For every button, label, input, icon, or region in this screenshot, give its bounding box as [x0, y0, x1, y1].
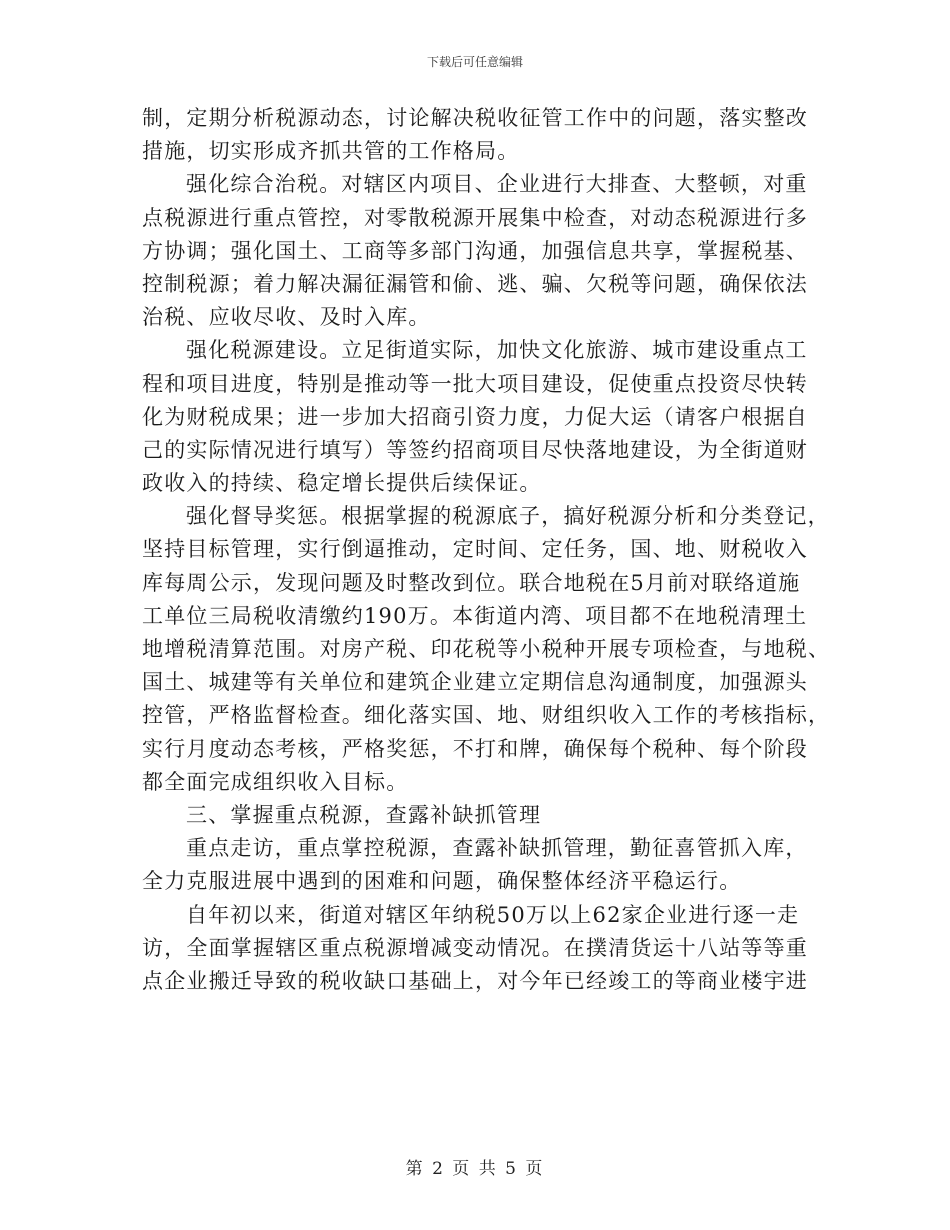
text-line: 点税源进行重点管控，对零散税源开展集中检查，对动态税源进行多 [142, 205, 808, 230]
paragraph-start: 重点走访，重点掌控税源，查露补缺抓管理，勤征喜管抓入库， [186, 836, 808, 861]
text-line: 坚持目标管理，实行倒逼推动，定时间、定任务，国、地、财税收入 [142, 537, 808, 562]
paragraph-start: 自年初以来，街道对辖区年纳税50万以上62家企业进行逐一走 [186, 902, 800, 927]
paragraph-start: 强化督导奖惩。根据掌握的税源底子，搞好税源分析和分类登记， [186, 504, 830, 529]
page-number-footer: 第 2 页 共 5 页 [405, 1159, 545, 1179]
text-line: 实行月度动态考核，严格奖惩，不打和牌，确保每个税种、每个阶段 [142, 736, 808, 761]
text-line: 工单位三局税收清缴约190万。本街道内湾、项目都不在地税清理土 [142, 603, 808, 628]
text-line: 点企业搬迁导致的税收缺口基础上，对今年已经竣工的等商业楼宇进 [142, 968, 808, 993]
page-header: 下载后可任意编辑 [426, 55, 523, 69]
document-body [142, 102, 831, 998]
text-line: 地增税清算范围。对房产税、印花税等小税种开展专项检查，与地税、 [142, 637, 831, 661]
text-line: 全力克服进展中遇到的困难和问题，确保整体经济平稳运行。 [142, 869, 742, 894]
text-line: 控管，严格监督检查。细化落实国、地、财组织收入工作的考核指标， [142, 703, 831, 728]
paragraph-start: 强化税源建设。立足街道实际，加快文化旅游、城市建设重点工 [186, 338, 808, 363]
text-line: 都全面完成组织收入目标。 [142, 769, 409, 794]
text-line: 访，全面掌握辖区重点税源增减变动情况。在撲清货运十八站等等重 [142, 935, 808, 960]
paragraph-start: 强化综合治税。对辖区内项目、企业进行大排查、大整顿，对重 [186, 172, 808, 197]
text-line: 国土、城建等有关单位和建筑企业建立定期信息沟通制度，加强源头 [142, 670, 808, 695]
text-line: 方协调；强化国土、工商等多部门沟通，加强信息共享，掌握税基、 [142, 238, 808, 263]
text-line: 措施，切实形成齐抓共管的工作格局。 [142, 139, 520, 164]
text-line: 库每周公示，发现问题及时整改到位。联合地税在5月前对联络道施 [142, 570, 801, 595]
text-line: 治税、应收尽收、及时入库。 [142, 305, 431, 330]
text-line: 程和项目进度，特别是推动等一批大项目建设，促使重点投资尽快转 [142, 371, 808, 396]
text-line: 己的实际情况进行填写）等签约招商项目尽快落地建设，为全街道财 [142, 437, 808, 462]
text-line: 制，定期分析税源动态，讨论解决税收征管工作中的问题，落实整改 [142, 106, 808, 130]
section-heading: 三、掌握重点税源，查露补缺抓管理 [186, 802, 542, 827]
text-line: 控制税源；着力解决漏征漏管和偷、逃、骗、欠税等问题，确保依法 [142, 271, 808, 296]
text-line: 政收入的持续、稳定增长提供后续保证。 [142, 471, 542, 496]
text-line: 化为财税成果；进一步加大招商引资力度，力促大运（请客户根据自 [142, 404, 808, 429]
